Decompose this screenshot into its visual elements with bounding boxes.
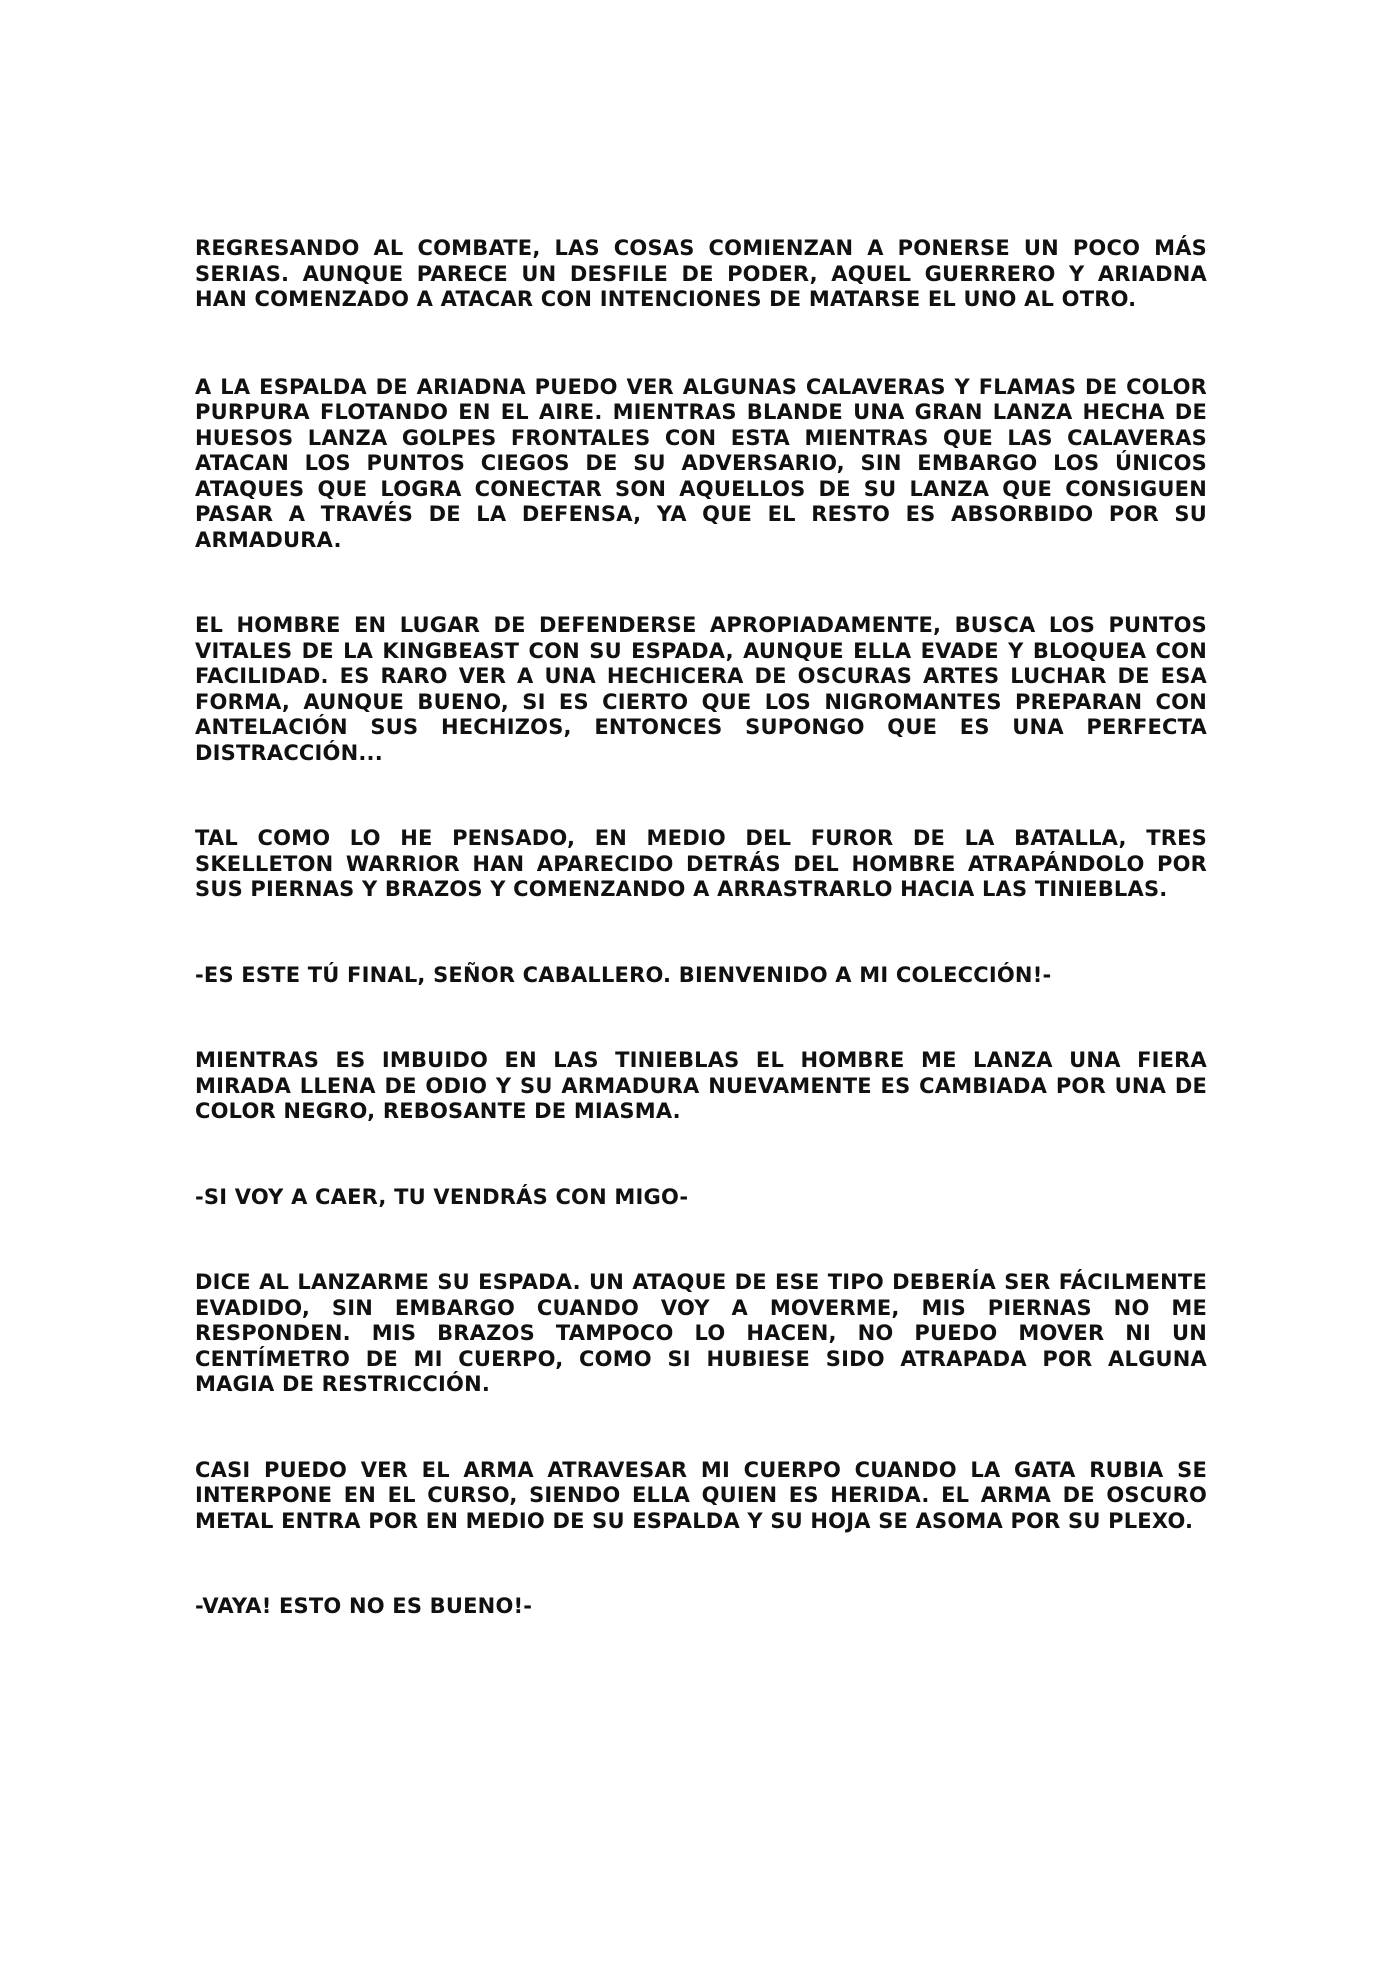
paragraph: TAL COMO LO HE PENSADO, EN MEDIO DEL FUROR DE LA BATALLA, TRES SKELLETON WARRIOR HAN APARECIDO DETRÁS DEL HOMBRE ATRAPÁNDOLO POR SUS PIERNAS Y BRAZOS Y COMENZANDO A ARRASTRARLO HACIA LAS TINIEBLAS. (195, 826, 1207, 901)
paragraph: MIENTRAS ES IMBUIDO EN LAS TINIEBLAS EL HOMBRE ME LANZA UNA FIERA MIRADA LLENA DE ODIO Y SU ARMADURA NUEVAMENTE ES CAMBIADA POR UNA DE COLOR NEGRO, REBOSANTE DE MIASMA. (195, 1048, 1207, 1123)
paragraph: EL HOMBRE EN LUGAR DE DEFENDERSE APROPIADAMENTE, BUSCA LOS PUNTOS VITALES DE LA KINGBEAST CON SU ESPADA, AUNQUE ELLA EVADE Y BLOQUEA CON FACILIDAD. ES RARO VER A UNA HECHICERA DE OSCURAS ARTES LUCHAR DE ESA FORMA, AUNQUE BUENO, SI ES CIERTO QUE LOS NIGROMANTES PREPARAN CON ANTELACIÓN SUS HECHIZOS, ENTONCES SUPONGO QUE ES UNA PERFECTA DISTRACCIÓN... (195, 613, 1207, 765)
dialogue-line: -VAYA! ESTO NO ES BUENO!- (195, 1594, 533, 1618)
dialogue-line: -ES ESTE TÚ FINAL, SEÑOR CABALLERO. BIENVENIDO A MI COLECCIÓN!- (195, 962, 1052, 987)
paragraph: REGRESANDO AL COMBATE, LAS COSAS COMIENZAN A PONERSE UN POCO MÁS SERIAS. AUNQUE PARECE UN DESFILE DE PODER, AQUEL GUERRERO Y ARIADNA HAN COMENZADO A ATACAR CON INTENCIONES DE MATARSE EL UNO AL OTRO. (195, 236, 1207, 311)
paragraph: A LA ESPALDA DE ARIADNA PUEDO VER ALGUNAS CALAVERAS Y FLAMAS DE COLOR PURPURA FLOTANDO EN EL AIRE. MIENTRAS BLANDE UNA GRAN LANZA HECHA DE HUESOS LANZA GOLPES FRONTALES CON ESTA MIENTRAS QUE LAS CALAVERAS ATACAN LOS PUNTOS CIEGOS DE SU ADVERSARIO, SIN EMBARGO LOS ÚNICOS ATAQUES QUE LOGRA CONECTAR SON AQUELLOS DE SU LANZA QUE CONSIGUEN PASAR A TRAVÉS DE LA DEFENSA, YA QUE EL RESTO ES ABSORBIDO POR SU ARMADURA. (195, 374, 1207, 552)
dialogue-line: -SI VOY A CAER, TU VENDRÁS CON MIGO- (195, 1184, 689, 1209)
paragraph: DICE AL LANZARME SU ESPADA. UN ATAQUE DE ESE TIPO DEBERÍA SER FÁCILMENTE EVADIDO, SIN EMBARGO CUANDO VOY A MOVERME, MIS PIERNAS NO ME RESPONDEN. MIS BRAZOS TAMPOCO LO HACEN, NO PUEDO MOVER NI UN CENTÍMETRO DE MI CUERPO, COMO SI HUBIESE SIDO ATRAPADA POR ALGUNA MAGIA DE RESTRICCIÓN. (195, 1270, 1207, 1396)
text-column (195, 236, 1207, 1620)
paragraph: CASI PUEDO VER EL ARMA ATRAVESAR MI CUERPO CUANDO LA GATA RUBIA SE INTERPONE EN EL CURSO, SIENDO ELLA QUIEN ES HERIDA. EL ARMA DE OSCURO METAL ENTRA POR EN MEDIO DE SU ESPALDA Y SU HOJA SE ASOMA POR SU PLEXO. (195, 1457, 1207, 1533)
